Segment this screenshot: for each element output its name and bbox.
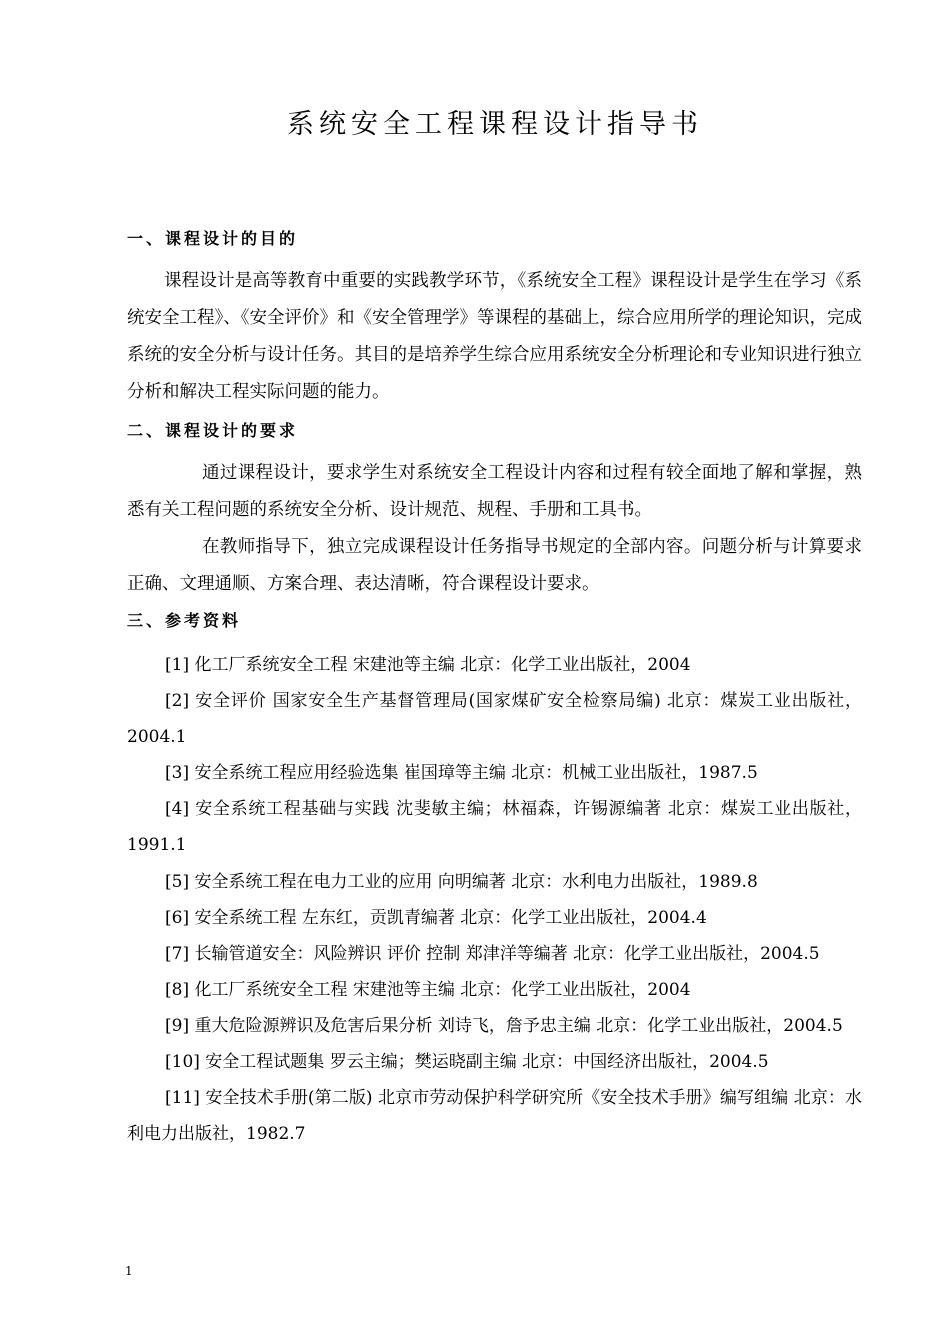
paragraph-purpose: 课程设计是高等教育中重要的实践教学环节，《系统安全工程》课程设计是学生在学习《系统安全工程》、《安全评价》和《安全管理学》等课程的基础上，综合应用所学的理论知识，完成系统的安全分析与设计任务。其目的是培养学生综合应用系统安全分析理论和专业知识进行独立分析和解决工程实际问题的能力。 (127, 271, 862, 402)
paragraph-requirements-2: 在教师指导下，独立完成课程设计任务指导书规定的全部内容。问题分析与计算要求正确、文理通顺、方案合理、表达清晰，符合课程设计要求。 (127, 537, 862, 594)
page-number: 1 (125, 1264, 133, 1278)
paragraph-requirements-1: 通过课程设计，要求学生对系统安全工程设计内容和过程有较全面地了解和掌握，熟悉有关工程问题的系统安全分析、设计规范、规程、手册和工具书。 (127, 463, 862, 520)
reference-item: [1] 化工厂系统安全工程 宋建池等主编 北京：化学工业出版社，2004 (165, 655, 691, 675)
reference-item: [11] 安全技术手册(第二版) 北京市劳动保护科学研究所《安全技术手册》编写组编 北京：水利电力出版社，1982.7 (127, 1088, 862, 1145)
reference-item: [4] 安全系统工程基础与实践 沈斐敏主编；林福森，许锡源编著 北京：煤炭工业出版社，1991.1 (127, 799, 862, 856)
reference-item: [5] 安全系统工程在电力工业的应用 向明编著 北京：水利电力出版社，1989.8 (165, 871, 758, 892)
section-heading-references: 三、参考资料 (127, 611, 242, 630)
reference-item: [8] 化工厂系统安全工程 宋建池等主编 北京：化学工业出版社，2004 (165, 979, 691, 1000)
document-title: 系统安全工程课程设计指导书 (287, 109, 703, 140)
reference-list (127, 647, 862, 1152)
reference-item: [10] 安全工程试题集 罗云主编；樊运晓副主编 北京：中国经济出版社，2004.5 (165, 1052, 769, 1073)
reference-item: [9] 重大危险源辨识及危害后果分析 刘诗飞，詹予忠主编 北京：化学工业出版社，2004.5 (165, 1015, 843, 1036)
reference-item: [6] 安全系统工程 左东红，贡凯青编著 北京：化学工业出版社，2004.4 (165, 907, 707, 928)
reference-item: [2] 安全评价 国家安全生产基督管理局(国家煤矿安全检察局编) 北京：煤炭工业出版社，2004.1 (127, 691, 862, 748)
reference-item: [3] 安全系统工程应用经验选集 崔国璋等主编 北京：机械工业出版社，1987.5 (165, 763, 758, 784)
section-heading-purpose: 一、课程设计的目的 (127, 229, 299, 248)
reference-item: [7] 长输管道安全：风险辨识 评价 控制 郑津洋等编著 北京：化学工业出版社，2004.5 (165, 943, 820, 964)
section-heading-requirements: 二、课程设计的要求 (127, 421, 299, 440)
